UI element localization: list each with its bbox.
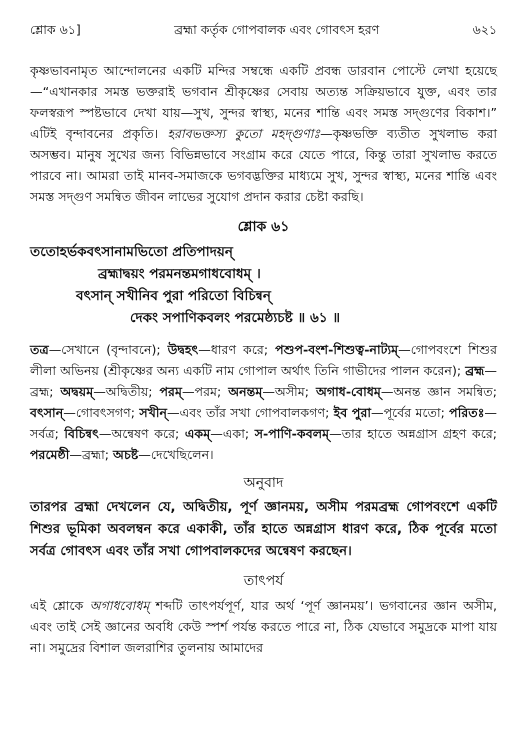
purport-heading: তাৎপর্য — [243, 573, 284, 589]
synonym-meaning: —অদ্বিতীয়; — [93, 384, 160, 399]
synonym-word: বৎসান্ — [30, 405, 64, 420]
translation-heading: অনুবাদ — [243, 475, 284, 491]
intro-quote: হরাবভক্তস্য কুতো মহদ্গুণাঃ — [167, 126, 321, 141]
synonym-meaning: —ব্রহ্মা; — [69, 447, 114, 462]
verse-line: দেকং সপাণিকবলং পরমেষ্ঠ্যচষ্ট ॥ ৬১ ॥ — [130, 310, 341, 326]
synonym-word: একম্ — [184, 426, 211, 441]
synonym-word: সখীন্ — [139, 405, 168, 420]
synonym-meaning: —অসীম; — [262, 384, 316, 399]
purport-term: অগাধবোধম্ — [89, 598, 150, 613]
intro-text-1: কৃষ্ণভাবনামৃত আন্দোলনের একটি মন্দির সম্বন্ধে একটি প্রবন্ধ ডারবান পোস্টে লেখা হয়েছে—“এখানকার সমস্ত ভক্তরাই ভগবান শ্রীকৃষ্ণের সেবায় অত্যন্ত সক্রিয়ভাবে যুক্ত, এবং তার ফলস্বরূপ স্পষ্টভাবে দেখা যায়—সুখ, সুন্দর স্বাস্থ্য, মনের শান্তি এবং সমস্ত সদ্গুণের বিকাশ।” এটিই বৃন্দাবনের প্রকৃতি। — [30, 63, 497, 141]
verse-line: ততোহৰ্ভকবৎসানামভিতো প্রতিপাদয়ন্ — [30, 244, 233, 260]
header-verse-ref: শ্লোক ৬১] — [30, 22, 81, 37]
intro-text-2: —কৃষ্ণভক্তি ব্যতীত সুখলাভ করা অসম্ভব। মানুষ সুখের জন্য বিভিন্নভাবে সংগ্রাম করে যেতে পারে, কিন্তু তারা সুখলাভ করতে পারবে না। আমরা তাই মানব-সমাজকে ভগবদ্ভক্তির মাধ্যমে সুখ, সুন্দর স্বাস্থ্য, মনের শান্তি এবং সমস্ত সদ্গুণ সমন্বিত জীবন লাভের সুযোগ প্রদান করার চেষ্টা করছি। — [30, 126, 497, 204]
synonym-meaning: —পরম; — [181, 384, 229, 399]
purport-text-2: শব্দটি তাৎপর্যপূর্ণ, যার অর্থ ‘পূর্ণ জ্ঞানময়’। ভগবানের জ্ঞান অসীম, এবং তাই সেই জ্ঞানের অবধি কেউ স্পর্শ পর্যন্ত করতে পারে না, ঠিক যেভাবে সমুদ্রকে মাপা যায় না। সমুদ্রের বিশাল জলরাশির তুলনায় আমাদের — [30, 598, 497, 655]
header-chapter-title: ব্রহ্মা কর্তৃক গোপবালক এবং গোবৎস হরণ — [174, 22, 380, 37]
synonym-meaning: —ব্রহ্ম; — [30, 363, 497, 399]
verse-line: ব্রহ্মাদ্বয়ং পরমনন্তমগাধবোধম্ । — [98, 266, 261, 282]
synonym-meaning: —গোপবংশে শিশুর লীলা অভিনয় (শ্রীকৃষ্ণের অন্য একটি নাম গোপাল অর্থাৎ তিনি গাভীদের পালন করেন); — [30, 342, 497, 378]
intro-paragraph — [30, 60, 497, 207]
synonym-meaning: —গোবৎসগণ; — [63, 405, 140, 420]
synonym-word: পরিতঃ — [449, 405, 485, 420]
synonym-word: পরম্ — [159, 384, 182, 399]
purport-paragraph — [30, 595, 497, 658]
running-header — [30, 22, 497, 42]
synonym-meaning: —ধারণ করে; — [198, 342, 276, 357]
translation-text: তারপর ব্রহ্মা দেখলেন যে, অদ্বিতীয়, পূর্ণ জ্ঞানময়, অসীম পরমব্রহ্ম গোপবংশে একটি শিশুর ভূমিকা অবলম্বন করে একাকী, তাঁর হাতে অন্নগ্রাস ধারণ করে, ঠিক পূর্বের মতো সর্বত্র গোবৎস এবং তাঁর সখা গোপবালকদের অন্বেষণ করছেন। — [30, 500, 497, 559]
synonym-word: পশুপ-বংশ-শিশুত্ব-নাট্যম্ — [275, 342, 399, 357]
verse-title: শ্লোক ৬১ — [237, 219, 290, 235]
synonym-meaning: —পূর্বের মতো; — [371, 405, 450, 420]
purport-text-1: এই শ্লোকে — [30, 598, 90, 613]
synonym-word: অদ্বয়ম্ — [60, 384, 94, 399]
synonym-meaning: —অন্বেষণ করে; — [98, 426, 185, 441]
synonym-meaning: —দেখেছিলেন। — [138, 447, 214, 462]
synonym-word: বিচিন্বৎ — [64, 426, 99, 441]
synonym-word: তত্র — [30, 342, 49, 357]
synonym-meaning: —একা; — [210, 426, 255, 441]
synonym-word: স-পাণি-কবলম্ — [254, 426, 330, 441]
synonym-word: অনন্তম্ — [228, 384, 263, 399]
synonym-meaning: —সর্বত্র; — [30, 405, 498, 441]
synonym-word: ব্রহ্ম — [465, 363, 485, 378]
synonym-meaning: —এবং তাঁর সখা গোপবালকগণ; — [167, 405, 334, 420]
synonym-word: পরমেষ্ঠী — [30, 447, 70, 462]
sanskrit-verse — [30, 241, 497, 329]
verse-line: বৎসান্ সখীনিব পুরা পরিতো বিচিন্বন্ — [76, 288, 272, 304]
synonym-word: ইব পুরা — [333, 405, 372, 420]
synonym-word: অচষ্ট — [113, 447, 139, 462]
synonym-word: উদ্বহৎ — [167, 342, 199, 357]
synonym-meaning: —তার হাতে অন্নগ্রাস গ্রহণ করে; — [329, 426, 498, 441]
synonym-meaning: —সেখানে (বৃন্দাবনে); — [48, 342, 168, 357]
synonym-word: অগাধ-বোধম্ — [315, 384, 381, 399]
page-number: ৬২১ — [472, 22, 497, 37]
synonym-meaning: —অনন্ত জ্ঞান সমন্বিত; — [380, 384, 497, 399]
word-for-word-synonyms — [30, 339, 497, 465]
